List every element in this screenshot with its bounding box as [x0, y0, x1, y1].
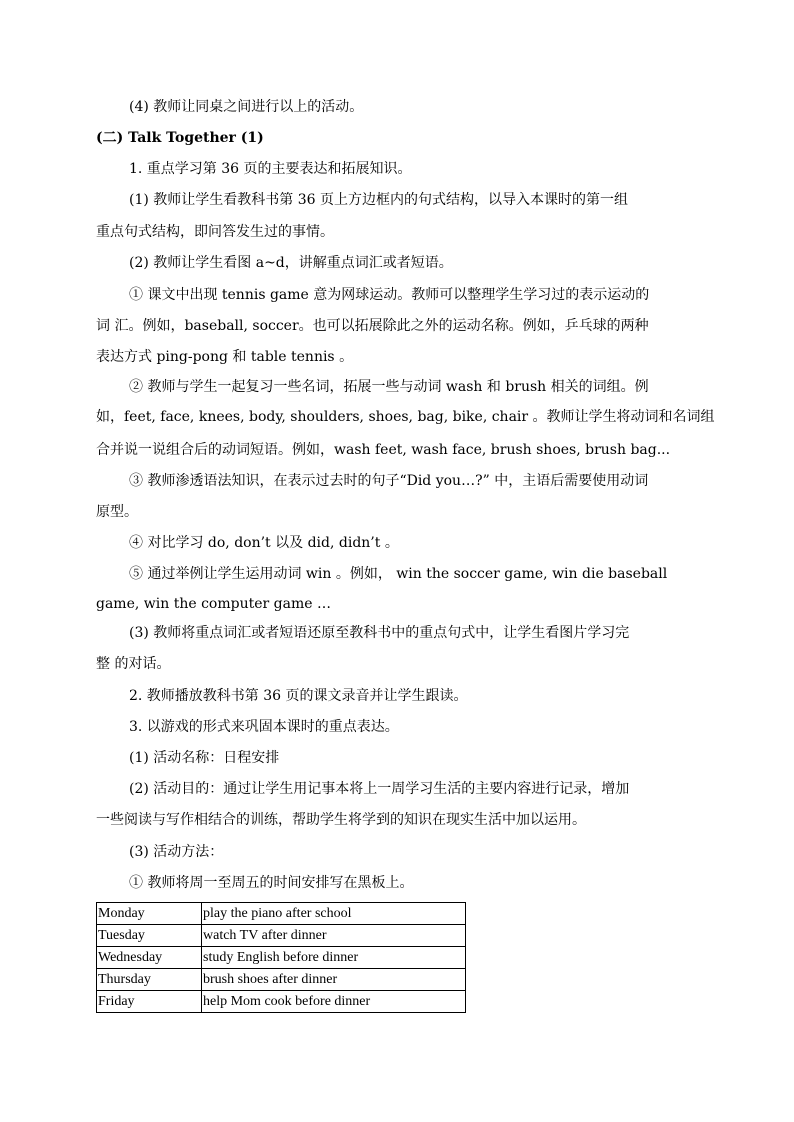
paragraph-line: ① 课文中出现 tennis game 意为网球运动。教师可以整理学生学习过的表示运动的	[129, 287, 650, 303]
paragraph-line: (2) 教师让学生看图 a~d，讲解重点词汇或者短语。	[129, 255, 453, 271]
paragraph-line: 表达方式 ping-pong 和 table tennis 。	[96, 349, 354, 365]
paragraph-line: (3) 教师将重点词汇或者短语还原至教科书中的重点句式中，让学生看图片学习完	[129, 625, 630, 641]
paragraph-line: (1) 活动名称：日程安排	[129, 750, 280, 766]
paragraph-line: ③ 教师渗透语法知识，在表示过去时的句子“Did you…?” 中，主语后需要使用动词	[129, 473, 649, 489]
section-heading: (二) Talk Together (1)	[96, 130, 264, 146]
activity-cell: play the piano after school	[202, 903, 466, 925]
paragraph-line: 整 的对话。	[96, 656, 171, 672]
paragraph-line: (4) 教师让同桌之间进行以上的活动。	[129, 99, 364, 115]
day-cell: Monday	[97, 903, 202, 925]
paragraph-line: game, win the computer game …	[96, 596, 331, 612]
paragraph-line: 词 汇。例如，baseball, soccer。也可以拓展除此之外的运动名称。例如，乒乓球的两种	[96, 318, 649, 334]
activity-cell: brush shoes after dinner	[202, 969, 466, 991]
paragraph-line: ② 教师与学生一起复习一些名词，拓展一些与动词 wash 和 brush 相关的词组。例	[129, 379, 649, 395]
paragraph-line: 2. 教师播放教科书第 36 页的课文录音并让学生跟读。	[129, 688, 468, 704]
paragraph-line: 重点句式结构，即问答发生过的事情。	[96, 224, 334, 240]
paragraph-line: ① 教师将周一至周五的时间安排写在黑板上。	[129, 875, 414, 891]
table-row	[97, 991, 466, 1013]
day-cell: Thursday	[97, 969, 202, 991]
paragraph-line: 如，feet, face, knees, body, shoulders, shoes, bag, bike, chair 。教师让学生将动词和名词组	[96, 409, 715, 425]
paragraph-line: (2) 活动目的：通过让学生用记事本将上一周学习生活的主要内容进行记录，增加	[129, 781, 630, 797]
paragraph-line: 1. 重点学习第 36 页的主要表达和拓展知识。	[129, 161, 412, 177]
activity-cell: watch TV after dinner	[202, 925, 466, 947]
table-row	[97, 903, 466, 925]
paragraph-line: ④ 对比学习 do, don’t 以及 did, didn’t 。	[129, 535, 399, 551]
paragraph-line: (1) 教师让学生看教科书第 36 页上方边框内的句式结构，以导入本课时的第一组	[129, 192, 628, 208]
paragraph-line: 合并说一说组合后的动词短语。例如，wash feet, wash face, brush shoes, brush bag...	[96, 442, 671, 458]
day-cell: Tuesday	[97, 925, 202, 947]
table-row	[97, 947, 466, 969]
paragraph-line: 原型。	[96, 504, 138, 520]
activity-cell: help Mom cook before dinner	[202, 991, 466, 1013]
schedule-table	[96, 902, 466, 1013]
activity-cell: study English before dinner	[202, 947, 466, 969]
paragraph-line: 3. 以游戏的形式来巩固本课时的重点表达。	[129, 719, 399, 735]
paragraph-line: 一些阅读与写作相结合的训练，帮助学生将学到的知识在现实生活中加以运用。	[96, 812, 586, 828]
paragraph-line: ⑤ 通过举例让学生运用动词 win 。例如， win the soccer game, win die baseball	[129, 566, 668, 582]
day-cell: Friday	[97, 991, 202, 1013]
table-row	[97, 969, 466, 991]
day-cell: Wednesday	[97, 947, 202, 969]
table-row	[97, 925, 466, 947]
paragraph-line: (3) 活动方法：	[129, 844, 224, 860]
